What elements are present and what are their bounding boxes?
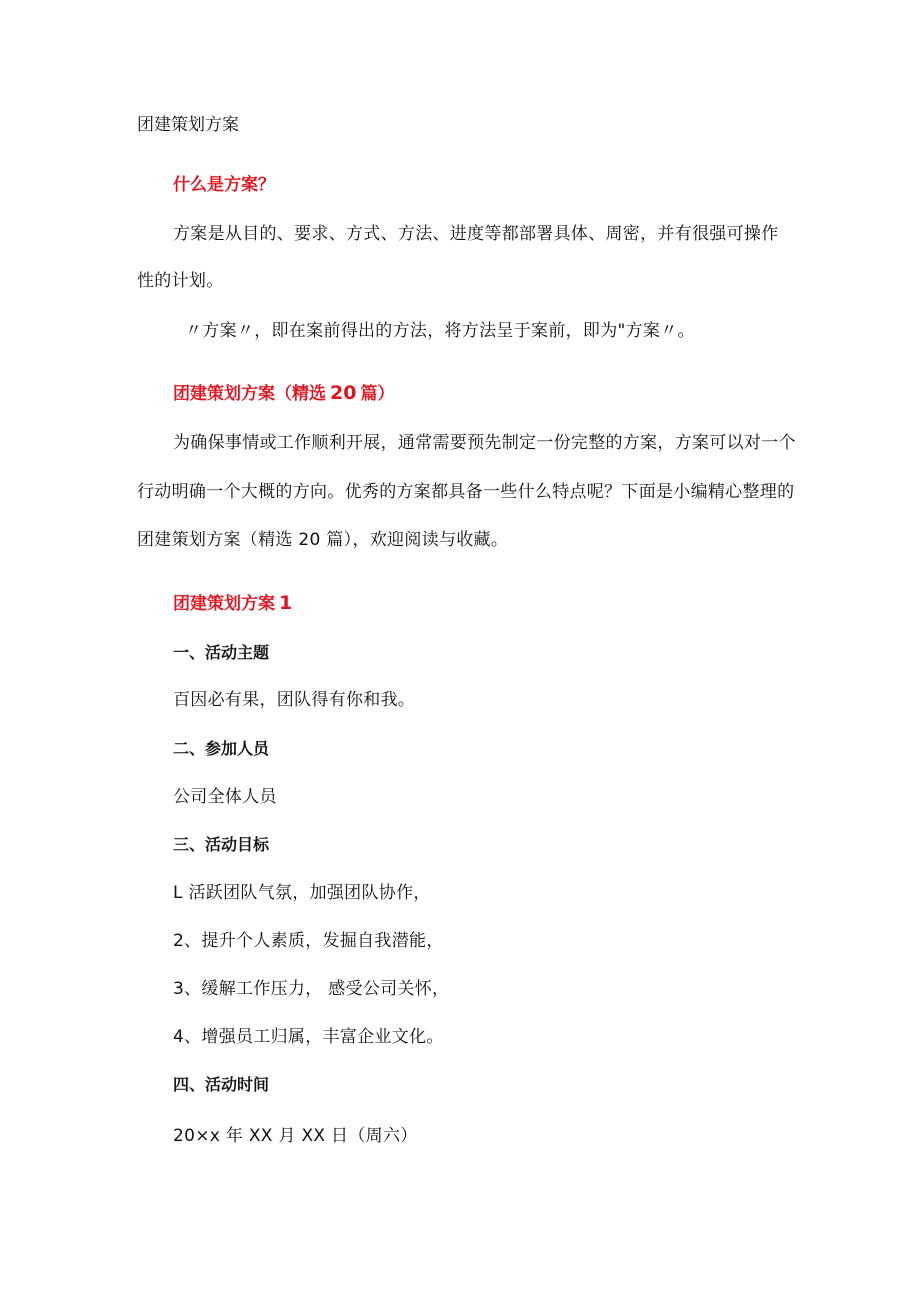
collection-heading <box>173 382 394 405</box>
section4-body: 20×x 年 XX 月 XX 日（周六） <box>173 1126 418 1146</box>
document-title: 团建策划方案 <box>137 115 239 135</box>
goal-item: 3、缓解工作压力， 感受公司关怀， <box>173 979 450 999</box>
section1-body: 百因必有果，团队得有你和我。 <box>173 690 416 710</box>
section1-heading: 一、活动主题 <box>173 643 270 662</box>
collection-heading-number: 20 <box>330 382 357 404</box>
section2-heading: 二、参加人员 <box>173 739 270 758</box>
collection-para-line1: 为确保事情或工作顺利开展，通常需要预先制定一份完整的方案，方案可以对一个 <box>173 433 796 453</box>
section2-body: 公司全体人员 <box>173 787 277 807</box>
intro-para1-line1: 方案是从目的、要求、方式、方法、进度等都部署具体、周密，并有很强可操作 <box>173 224 779 244</box>
intro-heading: 什么是方案？ <box>173 175 275 195</box>
collection-heading-text: 团建策划方案（精选 <box>173 384 326 404</box>
intro-para1-line2: 性的计划。 <box>137 271 224 291</box>
plan1-heading-text: 团建策划方案 <box>173 594 275 614</box>
goal-item: 2、提升个人素质，发掘自我潜能， <box>173 931 444 951</box>
collection-para-line2: 行动明确一个大概的方向。优秀的方案都具备一些什么特点呢？下面是小编精心整理的 <box>137 482 795 502</box>
goal-item: L 活跃团队气氛，加强团队协作， <box>173 883 431 903</box>
plan1-heading-number: 1 <box>279 592 293 614</box>
plan1-heading <box>173 592 292 615</box>
intro-para2: 〃方案〃，即在案前得出的方法，将方法呈于案前，即为"方案〃。 <box>185 321 695 341</box>
section4-heading: 四、活动时间 <box>173 1075 270 1094</box>
collection-heading-tail: 篇） <box>360 384 395 404</box>
goal-item: 4、增强员工归属，丰富企业文化。 <box>173 1027 444 1047</box>
collection-para-line3: 团建策划方案（精选 20 篇），欢迎阅读与收藏。 <box>137 530 509 550</box>
section3-heading: 三、活动目标 <box>173 835 270 854</box>
